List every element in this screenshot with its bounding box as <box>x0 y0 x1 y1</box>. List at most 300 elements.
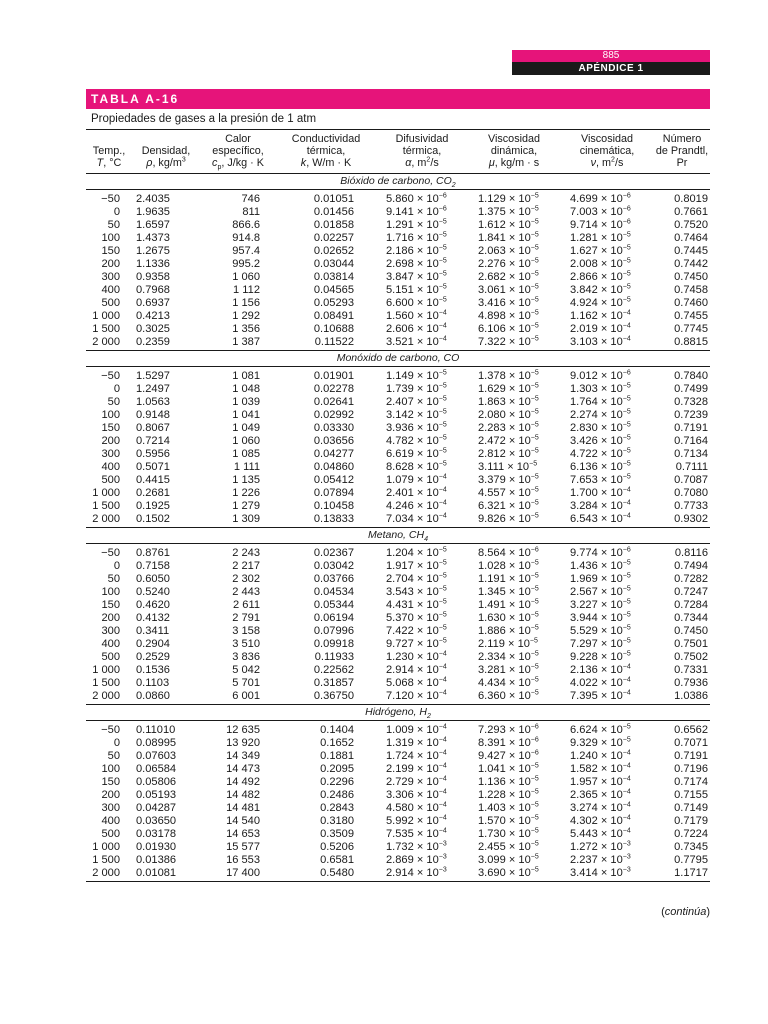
table-cell: 995.2 <box>232 258 260 270</box>
table-cell: 0.03656 <box>313 435 354 447</box>
table-cell: $1.630 \times 10^{-5}$ <box>478 611 539 624</box>
table-cell: 0.03650 <box>136 815 177 827</box>
table-cell: 1 500 <box>92 500 120 512</box>
table-cell: $1.319 \times 10^{-4}$ <box>386 736 447 749</box>
table-cell: $7.535 \times 10^{-4}$ <box>386 827 447 840</box>
table-cell: 0.5480 <box>276 867 376 882</box>
table-cell: 0.05806 <box>136 776 177 788</box>
table-cell: 2 243 <box>232 547 260 559</box>
table-cell: 0.3025 <box>136 323 170 335</box>
table-cell: 0.4415 <box>136 474 170 486</box>
table-cell: 0.02278 <box>313 383 354 395</box>
gas-section-header <box>86 174 710 190</box>
table-cell: $3.521 \times 10^{-4}$ <box>376 336 468 351</box>
table-cell: 150 <box>101 422 120 434</box>
table-cell: 5 042 <box>232 664 260 676</box>
table-cell: $2.704 \times 10^{-5}$ <box>386 572 447 585</box>
table-cell: 500 <box>101 828 120 840</box>
table-cell: $6.543 \times 10^{-4}$ <box>560 513 654 528</box>
table-cell: $2.119 \times 10^{-5}$ <box>478 637 538 650</box>
table-row <box>86 190 710 207</box>
table-cell: 400 <box>101 284 120 296</box>
table-cell: 0.7464 <box>674 232 708 244</box>
table-cell: $2.401 \times 10^{-4}$ <box>386 486 447 499</box>
table-cell: 1.2497 <box>136 383 170 395</box>
table-cell: 14 653 <box>226 828 260 840</box>
table-row <box>86 232 710 245</box>
table-cell: 0.7936 <box>674 677 708 689</box>
gas-section-header <box>86 351 710 367</box>
table-cell: −50 <box>101 370 120 382</box>
table-cell: $4.699 \times 10^{-6}$ <box>570 192 631 205</box>
table-cell: 500 <box>101 474 120 486</box>
table-cell: 3 510 <box>232 638 260 650</box>
table-cell: 0.7155 <box>674 789 708 801</box>
table-cell: 0.2843 <box>320 802 354 814</box>
table-cell: 2.4035 <box>136 193 170 205</box>
table-cell: $7.293 \times 10^{-6}$ <box>478 723 539 736</box>
table-cell: 0.06584 <box>136 763 177 775</box>
column-header-line: cinemática, <box>579 145 635 157</box>
table-row <box>86 625 710 638</box>
column-header-line: Calor <box>225 133 251 145</box>
table-cell: 0.7087 <box>674 474 708 486</box>
table-cell: $2.866 \times 10^{-5}$ <box>570 270 631 283</box>
table-cell: 0.7502 <box>674 651 708 663</box>
table-cell: $6.360 \times 10^{-5}$ <box>468 690 560 705</box>
table-cell: $7.322 \times 10^{-5}$ <box>468 336 560 351</box>
table-cell: 0.8067 <box>136 422 170 434</box>
table-cell: $9.727 \times 10^{-5}$ <box>386 637 447 650</box>
table-cell: $1.204 \times 10^{-5}$ <box>386 546 447 559</box>
table-cell: $1.969 \times 10^{-5}$ <box>570 572 631 585</box>
table-cell: 0.1103 <box>136 677 170 689</box>
table-title: TABLA A-16 <box>91 92 180 106</box>
table-cell: $3.944 \times 10^{-5}$ <box>570 611 631 624</box>
table-cell: 0.6562 <box>674 724 708 736</box>
table-cell: 0.7968 <box>136 284 170 296</box>
table-cell: $1.191 \times 10^{-5}$ <box>478 572 539 585</box>
table-cell: $7.120 \times 10^{-4}$ <box>376 690 468 705</box>
table-cell: 0.02641 <box>313 396 354 408</box>
table-cell: $7.395 \times 10^{-4}$ <box>560 690 654 705</box>
table-cell: 2 443 <box>232 586 260 598</box>
table-cell: $8.628 \times 10^{-5}$ <box>386 460 447 473</box>
table-cell: 0.03178 <box>136 828 177 840</box>
table-cell: 0 <box>113 737 120 749</box>
table-cell: 1 156 <box>232 297 260 309</box>
table-cell: $3.103 \times 10^{-4}$ <box>560 336 654 351</box>
table-cell: 0.01858 <box>313 219 354 231</box>
gas-section-header <box>86 705 710 721</box>
table-cell: 0.10688 <box>313 323 354 335</box>
column-header-line: Pr <box>676 157 688 169</box>
table-cell: $2.869 \times 10^{-3}$ <box>386 853 447 866</box>
column-header-line: Viscosidad <box>580 133 634 145</box>
table-cell: 0.11522 <box>276 336 376 351</box>
table-cell: $7.422 \times 10^{-5}$ <box>386 624 447 637</box>
table-cell: 0.7345 <box>674 841 708 853</box>
table-cell: 0.7450 <box>674 271 708 283</box>
column-header-line: de Prandtl, <box>655 145 709 157</box>
table-cell: 0.7442 <box>674 258 708 270</box>
table-cell: 50 <box>107 750 120 762</box>
column-header <box>276 131 376 174</box>
table-cell: $3.099 \times 10^{-5}$ <box>478 853 539 866</box>
table-cell: 0.02257 <box>313 232 354 244</box>
table-row <box>86 461 710 474</box>
table-cell: 2 302 <box>232 573 260 585</box>
table-cell: 0.7247 <box>674 586 708 598</box>
table-cell: $2.186 \times 10^{-5}$ <box>386 244 447 257</box>
table-cell: 1 081 <box>232 370 260 382</box>
table-cell: $3.414 \times 10^{-3}$ <box>560 867 654 882</box>
table-cell: $5.529 \times 10^{-5}$ <box>570 624 631 637</box>
table-cell: 0.3180 <box>320 815 354 827</box>
table-cell: 1 500 <box>92 854 120 866</box>
table-cell: 0.1652 <box>320 737 354 749</box>
table-cell: $7.297 \times 10^{-5}$ <box>570 637 631 650</box>
table-cell: $1.375 \times 10^{-5}$ <box>478 205 539 218</box>
table-cell: $6.624 \times 10^{-5}$ <box>570 723 631 736</box>
table-cell: $8.564 \times 10^{-6}$ <box>478 546 539 559</box>
table-cell: 0.7071 <box>674 737 708 749</box>
table-cell: 400 <box>101 461 120 473</box>
table-cell: 0.2486 <box>320 789 354 801</box>
table-cell: 0.01386 <box>136 854 177 866</box>
page-label <box>512 50 710 75</box>
table-cell: $2.063 \times 10^{-5}$ <box>478 244 539 257</box>
table-cell: 0.7494 <box>674 560 708 572</box>
table-cell: $2.334 \times 10^{-5}$ <box>478 650 539 663</box>
table-cell: 300 <box>101 271 120 283</box>
table-cell: 1 060 <box>232 271 260 283</box>
table-cell: 1.0563 <box>136 396 170 408</box>
table-cell: 1 279 <box>232 500 260 512</box>
table-cell: $2.812 \times 10^{-5}$ <box>478 447 539 460</box>
table-cell: 5 701 <box>232 677 260 689</box>
table-cell: $1.716 \times 10^{-5}$ <box>386 231 447 244</box>
table-cell: 1 309 <box>200 513 276 528</box>
table-cell: 1 000 <box>92 310 120 322</box>
column-header <box>86 131 132 174</box>
column-header-line: Conductividad <box>291 133 361 145</box>
table-cell: $1.136 \times 10^{-5}$ <box>478 775 539 788</box>
table-cell: $6.136 \times 10^{-5}$ <box>570 460 631 473</box>
table-cell: $2.136 \times 10^{-4}$ <box>570 663 631 676</box>
column-header-line: específico, <box>212 145 264 157</box>
column-header-line: T, °C <box>96 157 122 169</box>
table-cell: 0.9302 <box>654 513 710 528</box>
table-cell: 0.7191 <box>674 750 708 762</box>
table-cell: 1.9635 <box>136 206 170 218</box>
table-cell: $5.443 \times 10^{-4}$ <box>570 827 631 840</box>
table-cell: $1.739 \times 10^{-5}$ <box>386 382 447 395</box>
table-cell: 14 482 <box>226 789 260 801</box>
table-cell: 1 041 <box>232 409 260 421</box>
table-cell: $1.841 \times 10^{-5}$ <box>478 231 539 244</box>
table-row <box>86 367 710 384</box>
table-cell: 0.8019 <box>674 193 708 205</box>
table-cell: 0.9148 <box>136 409 170 421</box>
table-cell: 0.02992 <box>313 409 354 421</box>
table-cell: $5.992 \times 10^{-4}$ <box>386 814 447 827</box>
table-cell: $5.370 \times 10^{-5}$ <box>386 611 447 624</box>
table-cell: 0.10458 <box>313 500 354 512</box>
table-cell: 1 500 <box>92 323 120 335</box>
table-cell: $1.162 \times 10^{-4}$ <box>570 309 631 322</box>
table-cell: 1 049 <box>232 422 260 434</box>
column-header-line: α, $m^2/s$ <box>405 156 439 169</box>
table-cell: 0.1536 <box>136 664 170 676</box>
table-cell: 0.0860 <box>132 690 200 705</box>
table-cell: 0.4132 <box>136 612 170 624</box>
table-cell: 0.5206 <box>320 841 354 853</box>
table-cell: $4.022 \times 10^{-4}$ <box>570 676 631 689</box>
table-cell: 1 292 <box>232 310 260 322</box>
table-row <box>86 245 710 258</box>
table-cell: $3.306 \times 10^{-4}$ <box>386 788 447 801</box>
column-header-line: Densidad, <box>141 145 191 157</box>
table-cell: 0.7344 <box>674 612 708 624</box>
table-row <box>86 651 710 664</box>
table-cell: 1.2675 <box>136 245 170 257</box>
table-cell: $2.914 \times 10^{-4}$ <box>386 663 447 676</box>
table-row <box>86 383 710 396</box>
table-row <box>86 677 710 690</box>
table-cell: 0.7328 <box>674 396 708 408</box>
table-cell: 1 000 <box>92 841 120 853</box>
table-cell: $2.276 \times 10^{-5}$ <box>478 257 539 270</box>
table-cell: $3.842 \times 10^{-5}$ <box>570 283 631 296</box>
table-cell: 0.08995 <box>136 737 177 749</box>
table-cell: 2 791 <box>232 612 260 624</box>
table-cell: $6.600 \times 10^{-5}$ <box>386 296 447 309</box>
table-cell: 0.2095 <box>320 763 354 775</box>
table-cell: 957.4 <box>232 245 260 257</box>
table-cell: 0.02652 <box>313 245 354 257</box>
table-cell: $1.629 \times 10^{-5}$ <box>478 382 539 395</box>
table-row <box>86 573 710 586</box>
table-cell: 0.22562 <box>313 664 354 676</box>
table-cell: 0.7224 <box>674 828 708 840</box>
gas-name: Hidrógeno, $H_2$ <box>86 705 710 721</box>
table-cell: 14 492 <box>226 776 260 788</box>
table-caption: Propiedades de gases a la presión de 1 atm <box>91 113 317 125</box>
table-cell: 17 400 <box>200 867 276 882</box>
table-cell: 1 500 <box>92 677 120 689</box>
table-cell: $1.863 \times 10^{-5}$ <box>478 395 539 408</box>
table-cell: 14 473 <box>226 763 260 775</box>
table-cell: 0.7111 <box>675 461 708 473</box>
column-header-line: $c_p$, J/kg · K <box>212 157 264 172</box>
table-cell: $7.034 \times 10^{-4}$ <box>376 513 468 528</box>
table-row <box>86 284 710 297</box>
table-cell: 0.05293 <box>313 297 354 309</box>
table-cell: $1.732 \times 10^{-3}$ <box>386 840 447 853</box>
table-cell: 0.04860 <box>313 461 354 473</box>
table-body <box>86 174 710 882</box>
table-cell: 1.4373 <box>136 232 170 244</box>
table-cell: 0.7284 <box>674 599 708 611</box>
table-cell: 0.01051 <box>313 193 354 205</box>
table-cell: $6.106 \times 10^{-5}$ <box>478 322 539 335</box>
table-row <box>86 323 710 336</box>
table-cell: $1.041 \times 10^{-5}$ <box>478 762 539 775</box>
table-cell: 0.7458 <box>674 284 708 296</box>
table-cell: 100 <box>101 232 120 244</box>
table-cell: $1.240 \times 10^{-4}$ <box>570 749 631 762</box>
table-cell: 0.7080 <box>674 487 708 499</box>
table-row <box>86 789 710 802</box>
table-cell: 50 <box>107 573 120 585</box>
table-cell: $2.455 \times 10^{-5}$ <box>478 840 539 853</box>
table-cell: 0.3509 <box>320 828 354 840</box>
table-cell: $2.274 \times 10^{-5}$ <box>570 408 631 421</box>
table-cell: 0.08491 <box>313 310 354 322</box>
table-cell: 866.6 <box>232 219 260 231</box>
appendix-label: APÉNDICE 1 <box>512 62 710 75</box>
table-cell: 0.04287 <box>136 802 177 814</box>
table-cell: 0.03044 <box>313 258 354 270</box>
table-cell: 0.31857 <box>313 677 354 689</box>
table-cell: 0.07996 <box>313 625 354 637</box>
table-cell: $1.303 \times 10^{-5}$ <box>570 382 631 395</box>
table-cell: $4.782 \times 10^{-5}$ <box>386 434 447 447</box>
table-cell: 0.8116 <box>674 547 708 559</box>
table-cell: 2 000 <box>86 690 132 705</box>
table-cell: $5.860 \times 10^{-6}$ <box>386 192 447 205</box>
table-cell: $1.272 \times 10^{-3}$ <box>570 840 631 853</box>
table-cell: 0.7134 <box>674 448 708 460</box>
column-header-line: Difusividad <box>395 133 449 145</box>
table-cell: 0.07894 <box>313 487 354 499</box>
table-cell: 400 <box>101 638 120 650</box>
column-header-line: térmica, <box>402 145 442 157</box>
table-row <box>86 664 710 677</box>
table-cell: $3.847 \times 10^{-5}$ <box>386 270 447 283</box>
column-header-line: ρ, $kg/m^3$ <box>146 156 186 169</box>
table-cell: 0.05344 <box>313 599 354 611</box>
table-cell: 0.7331 <box>674 664 708 676</box>
table-cell: 0.2359 <box>132 336 200 351</box>
table-row <box>86 776 710 789</box>
table-cell: $2.407 \times 10^{-5}$ <box>386 395 447 408</box>
table-cell: 0.7445 <box>674 245 708 257</box>
table-cell: 0 <box>113 383 120 395</box>
table-cell: $9.714 \times 10^{-6}$ <box>570 218 631 231</box>
column-header <box>132 131 200 174</box>
table-row <box>86 560 710 573</box>
table-cell: 0.04565 <box>313 284 354 296</box>
table-cell: 1 000 <box>92 487 120 499</box>
table-cell: 0 <box>113 560 120 572</box>
column-header-line: μ, kg/m · s <box>488 157 540 169</box>
table-row <box>86 219 710 232</box>
table-cell: $2.567 \times 10^{-5}$ <box>570 585 631 598</box>
table-cell: $1.491 \times 10^{-5}$ <box>478 598 539 611</box>
table-cell: 200 <box>101 435 120 447</box>
table-cell: 3 158 <box>232 625 260 637</box>
table-cell: $1.149 \times 10^{-5}$ <box>386 369 447 382</box>
gas-section-header <box>86 528 710 544</box>
table-cell: 0.1925 <box>136 500 170 512</box>
table-cell: 1 039 <box>232 396 260 408</box>
table-row <box>86 409 710 422</box>
table-cell: $2.472 \times 10^{-5}$ <box>478 434 539 447</box>
table-cell: 400 <box>101 815 120 827</box>
table-cell: $9.427 \times 10^{-6}$ <box>478 749 539 762</box>
table-cell: 16 553 <box>226 854 260 866</box>
table-cell: 1.1336 <box>136 258 170 270</box>
table-cell: $1.281 \times 10^{-5}$ <box>570 231 631 244</box>
table-cell: 12 635 <box>226 724 260 736</box>
table-cell: $3.227 \times 10^{-5}$ <box>570 598 631 611</box>
table-cell: 1 111 <box>233 461 260 473</box>
column-header <box>560 131 654 174</box>
table-cell: 0.5956 <box>136 448 170 460</box>
table-cell: $4.434 \times 10^{-5}$ <box>478 676 539 689</box>
table-cell: 14 540 <box>226 815 260 827</box>
table-cell: −50 <box>101 724 120 736</box>
table-cell: $2.365 \times 10^{-4}$ <box>570 788 631 801</box>
table-cell: 14 349 <box>226 750 260 762</box>
table-cell: $1.345 \times 10^{-5}$ <box>478 585 539 598</box>
table-cell: 0 <box>113 206 120 218</box>
table-cell: $3.379 \times 10^{-5}$ <box>478 473 539 486</box>
table-row <box>86 297 710 310</box>
table-row <box>86 750 710 763</box>
table-cell: $3.543 \times 10^{-5}$ <box>386 585 447 598</box>
table-cell: 0.7158 <box>136 560 170 572</box>
table-cell: $2.698 \times 10^{-5}$ <box>386 257 447 270</box>
table-cell: $1.612 \times 10^{-5}$ <box>478 218 539 231</box>
table-cell: 2 217 <box>232 560 260 572</box>
table-row <box>86 599 710 612</box>
table-cell: 300 <box>101 448 120 460</box>
table-row <box>86 258 710 271</box>
table-cell: 150 <box>101 245 120 257</box>
table-row <box>86 422 710 435</box>
table-cell: 200 <box>101 612 120 624</box>
table-cell: $4.557 \times 10^{-5}$ <box>478 486 539 499</box>
table-cell: 13 920 <box>226 737 260 749</box>
table-cell: 0.03766 <box>313 573 354 585</box>
table-cell: 14 481 <box>226 802 260 814</box>
table-row <box>86 737 710 750</box>
table-cell: 0.01930 <box>136 841 177 853</box>
table-cell: 0.7191 <box>674 422 708 434</box>
table-cell: $2.914 \times 10^{-3}$ <box>376 867 468 882</box>
table-cell: 0.5071 <box>136 461 170 473</box>
table-row <box>86 763 710 776</box>
table-cell: $7.653 \times 10^{-5}$ <box>570 473 631 486</box>
table-cell: 1.6597 <box>136 219 170 231</box>
table-cell: 0.5240 <box>136 586 170 598</box>
table-cell: $3.936 \times 10^{-5}$ <box>386 421 447 434</box>
table-cell: 0.01901 <box>313 370 354 382</box>
table-row <box>86 854 710 867</box>
column-header-row <box>86 131 710 174</box>
table-cell: 1 387 <box>200 336 276 351</box>
table-row <box>86 802 710 815</box>
table-cell: 0.3411 <box>136 625 170 637</box>
table-header-bar <box>86 89 710 109</box>
table-cell: $3.284 \times 10^{-4}$ <box>570 499 631 512</box>
table-cell: 200 <box>101 789 120 801</box>
table-cell: 50 <box>107 219 120 231</box>
table-cell: 0.7501 <box>674 638 708 650</box>
